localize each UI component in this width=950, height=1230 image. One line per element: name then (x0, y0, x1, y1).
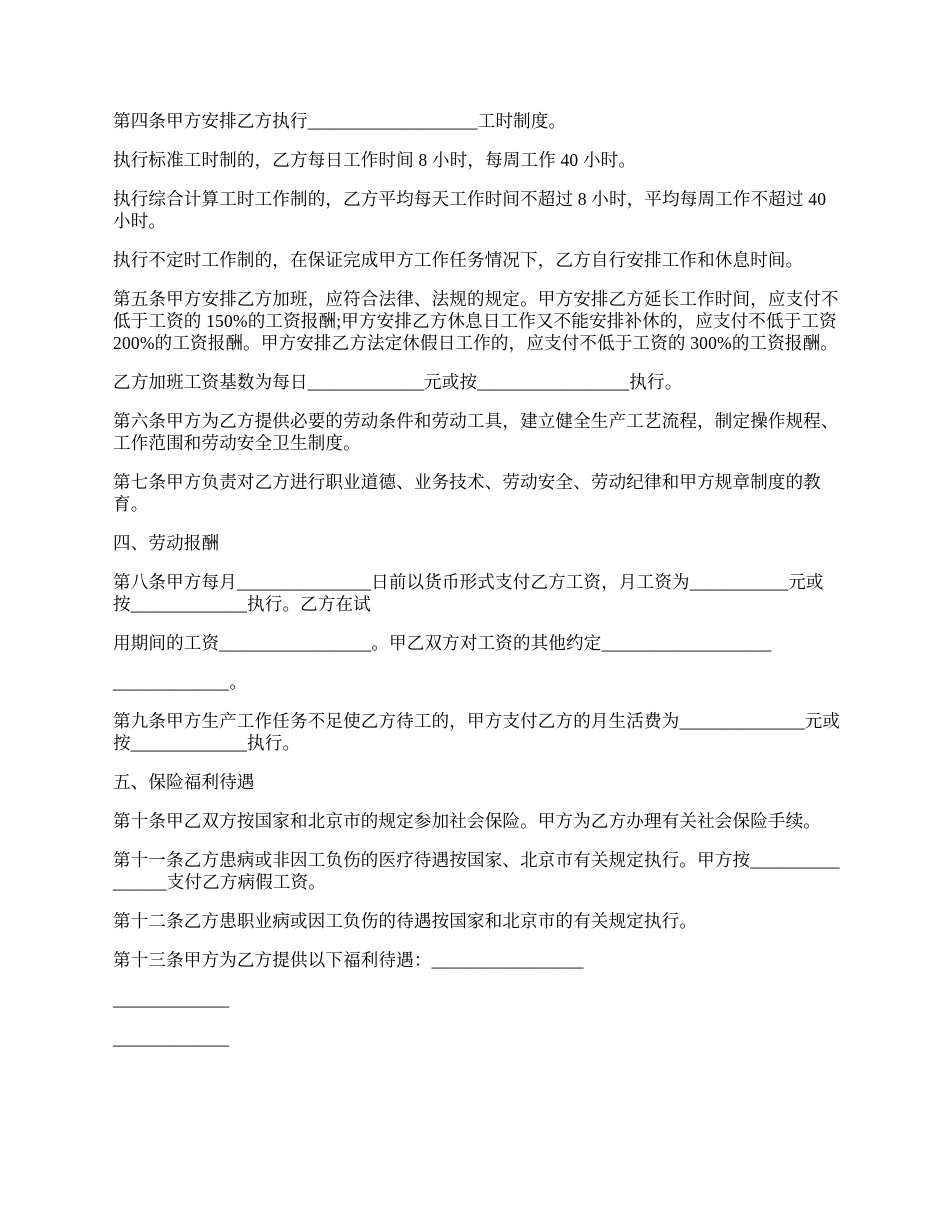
document-body (113, 110, 841, 1066)
article-10-social-insurance: 第十条甲乙双方按国家和北京市的规定参加社会保险。甲方为乙方办理有关社会保险手续。 (113, 811, 821, 831)
article-7-education: 第七条甲方负责对乙方进行职业道德、业务技术、劳动安全、劳动纪律和甲方规章制度的教育。 (113, 472, 821, 514)
article-11-sick-leave: 第十一条乙方患病或非因工负伤的医疗待遇按国家、北京市有关规定执行。甲方按________________支付乙方病假工资。 (113, 850, 840, 892)
section-heading-remuneration: 四、劳动报酬 (113, 533, 220, 553)
article-13-benefits: 第十三条甲方为乙方提供以下福利待遇：_________________ (113, 950, 584, 970)
article-6-conditions: 第六条甲方为乙方提供必要的劳动条件和劳动工具，建立健全生产工艺流程，制定操作规程、工作范围和劳动安全卫生制度。 (113, 411, 839, 453)
overtime-base-clause: 乙方加班工资基数为每日_____________元或按_________________执行。 (113, 372, 683, 392)
probation-wage-clause: 用期间的工资_________________。甲乙双方对工资的其他约定___________________ (113, 633, 772, 653)
blank-line: _____________ (113, 989, 230, 1009)
section-heading-insurance: 五、保险福利待遇 (113, 772, 255, 792)
comprehensive-hours-clause: 执行综合计算工时工作制的，乙方平均每天工作时间不超过 8 小时，平均每周工作不超过 40 小时。 (113, 189, 831, 231)
article-4-work-hours: 第四条甲方安排乙方执行___________________工时制度。 (113, 111, 567, 131)
article-12-occupational-injury: 第十二条乙方患职业病或因工负伤的待遇按国家和北京市的有关规定执行。 (113, 911, 698, 931)
blank-line: _____________。 (113, 672, 248, 692)
article-9-standby-pay: 第九条甲方生产工作任务不足使乙方待工的，甲方支付乙方的月生活费为______________元或按_____________执行。 (113, 711, 841, 753)
standard-hours-clause: 执行标准工时制的，乙方每日工作时间 8 小时，每周工作 40 小时。 (113, 150, 637, 170)
blank-line: _____________ (113, 1028, 230, 1048)
article-5-overtime: 第五条甲方安排乙方加班，应符合法律、法规的规定。甲方安排乙方延长工作时间，应支付不低于工资的 150%的工资报酬;甲方安排乙方休息日工作又不能安排补休的，应支付不低于工资 200%的工资报酬。甲方安排乙方法定休假日工作的，应支付不低于工资的 300%的工资报酬。 (113, 289, 842, 353)
article-8-wages: 第八条甲方每月_______________日前以货币形式支付乙方工资，月工资为___________元或按_____________执行。乙方在试 (113, 572, 824, 614)
flexible-hours-clause: 执行不定时工作制的，在保证完成甲方工作任务情况下，乙方自行安排工作和休息时间。 (113, 250, 804, 270)
